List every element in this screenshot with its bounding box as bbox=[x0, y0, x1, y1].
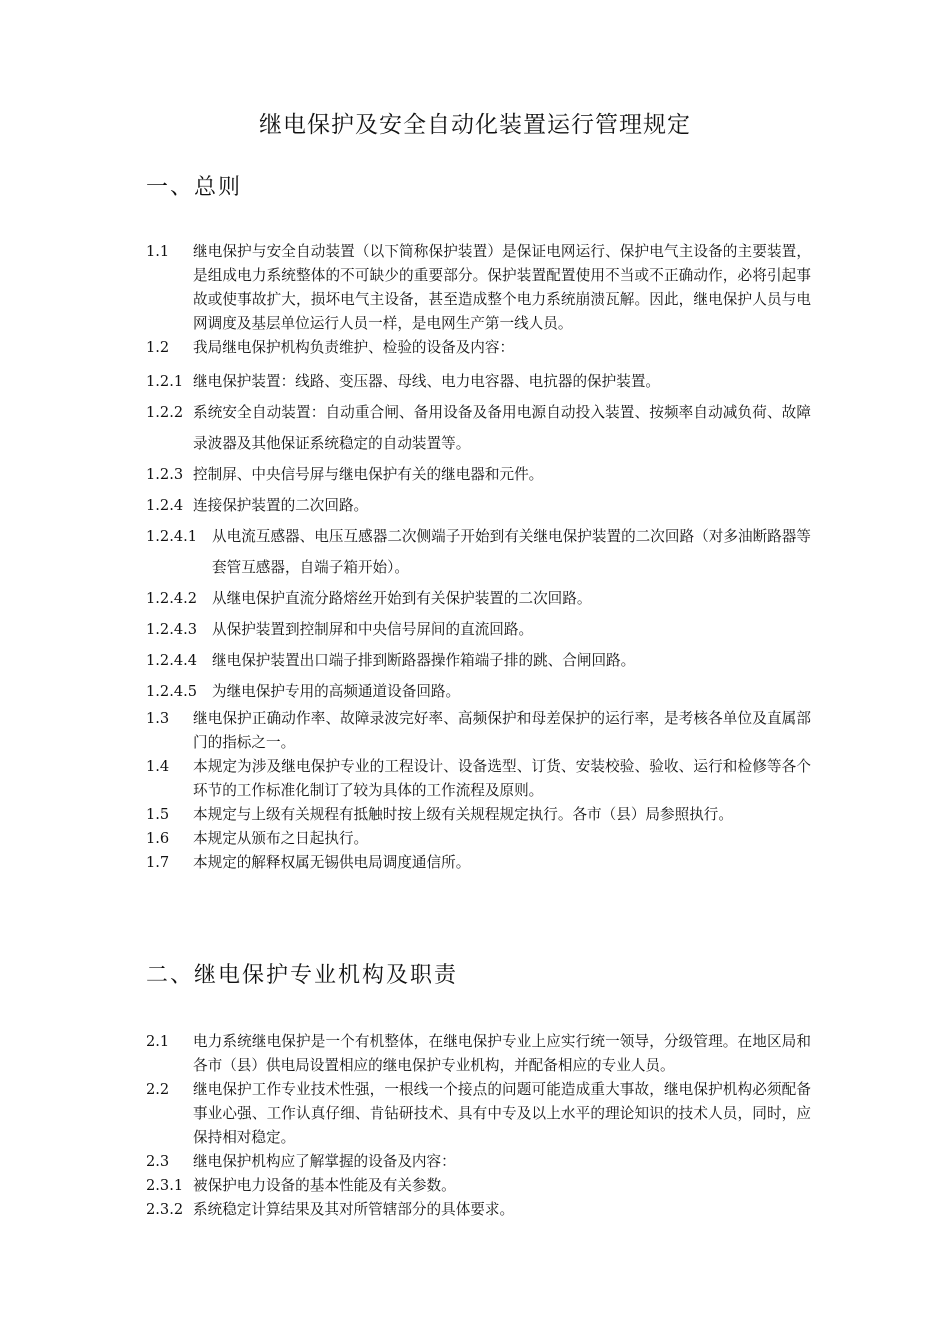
clause-1-2-3 bbox=[146, 459, 811, 490]
clause-text: 继电保护装置出口端子排到断路器操作箱端子排的跳、合闸回路。 bbox=[212, 652, 636, 669]
clause-number: 1.2.4 bbox=[146, 497, 184, 514]
section-heading-general: 一、总则 bbox=[146, 175, 243, 200]
clause-1-2-4-5 bbox=[146, 676, 811, 707]
clause-number: 1.3 bbox=[146, 710, 170, 727]
clause-text: 从电流互感器、电压互感器二次侧端子开始到有关继电保护装置的二次回路（对多油断路器等套管互感器，自端子箱开始）。 bbox=[212, 528, 811, 576]
clause-2-1 bbox=[146, 1030, 811, 1078]
clause-2-2 bbox=[146, 1078, 811, 1150]
clause-text: 控制屏、中央信号屏与继电保护有关的继电器和元件。 bbox=[193, 466, 544, 483]
clause-number: 1.7 bbox=[146, 854, 170, 871]
clause-1-3 bbox=[146, 707, 811, 755]
clause-number: 1.2.2 bbox=[146, 404, 184, 421]
clause-text: 系统稳定计算结果及其对所管辖部分的具体要求。 bbox=[193, 1201, 515, 1218]
clause-2-3-1 bbox=[146, 1174, 811, 1198]
clause-text: 继电保护与安全自动装置（以下简称保护装置）是保证电网运行、保护电气主设备的主要装置，是组成电力系统整体的不可缺少的重要部分。保护装置配置使用不当或不正确动作，必将引起事故或使事故扩大，损坏电气主设备，甚至造成整个电力系统崩溃瓦解。因此，继电保护人员与电网调度及基层单位运行人员一样，是电网生产第一线人员。 bbox=[193, 243, 811, 332]
clause-text: 继电保护工作专业技术性强，一根线一个接点的问题可能造成重大事故，继电保护机构必须配备事业心强、工作认真仔细、肯钻研技术、具有中专及以上水平的理论知识的技术人员，同时，应保持相对稳定。 bbox=[193, 1081, 811, 1146]
section-general-items bbox=[146, 240, 811, 875]
document-title: 继电保护及安全自动化装置运行管理规定 bbox=[259, 112, 691, 138]
clause-1-2-2 bbox=[146, 397, 811, 459]
section-heading-organization: 二、继电保护专业机构及职责 bbox=[146, 963, 459, 988]
clause-text: 本规定的解释权属无锡供电局调度通信所。 bbox=[193, 854, 471, 871]
clause-number: 1.6 bbox=[146, 830, 170, 847]
clause-number: 2.2 bbox=[146, 1081, 170, 1098]
clause-text: 本规定与上级有关规程有抵触时按上级有关规程规定执行。各市（县）局参照执行。 bbox=[193, 806, 733, 823]
clause-text: 为继电保护专用的高频通道设备回路。 bbox=[212, 683, 461, 700]
clause-number: 1.1 bbox=[146, 243, 170, 260]
clause-text: 我局继电保护机构负责维护、检验的设备及内容： bbox=[193, 339, 515, 356]
clause-2-3-2 bbox=[146, 1198, 811, 1222]
clause-text: 继电保护装置：线路、变压器、母线、电力电容器、电抗器的保护装置。 bbox=[193, 373, 661, 390]
clause-text: 电力系统继电保护是一个有机整体，在继电保护专业上应实行统一领导，分级管理。在地区局和各市（县）供电局设置相应的继电保护专业机构，并配备相应的专业人员。 bbox=[193, 1033, 811, 1074]
clause-2-3 bbox=[146, 1150, 811, 1174]
clause-1-5 bbox=[146, 803, 811, 827]
clause-1-6 bbox=[146, 827, 811, 851]
clause-1-2-4-4 bbox=[146, 645, 811, 676]
clause-1-1 bbox=[146, 240, 811, 336]
clause-number: 1.4 bbox=[146, 758, 170, 775]
clause-number: 1.2.4.5 bbox=[146, 683, 198, 700]
clause-number: 2.1 bbox=[146, 1033, 170, 1050]
section-organization-items bbox=[146, 1030, 811, 1222]
clause-text: 继电保护正确动作率、故障录波完好率、高频保护和母差保护的运行率，是考核各单位及直属部门的指标之一。 bbox=[193, 710, 811, 751]
clause-1-7 bbox=[146, 851, 811, 875]
clause-text: 连接保护装置的二次回路。 bbox=[193, 497, 369, 514]
clause-text: 从继电保护直流分路熔丝开始到有关保护装置的二次回路。 bbox=[212, 590, 592, 607]
clause-number: 1.2.4.2 bbox=[146, 590, 198, 607]
clause-number: 2.3.1 bbox=[146, 1177, 184, 1194]
clause-text: 从保护装置到控制屏和中央信号屏间的直流回路。 bbox=[212, 621, 534, 638]
clause-number: 1.2.1 bbox=[146, 373, 184, 390]
clause-number: 2.3.2 bbox=[146, 1201, 184, 1218]
clause-1-2-4 bbox=[146, 490, 811, 521]
clause-number: 1.2.4.1 bbox=[146, 528, 198, 545]
clause-1-2-4-1 bbox=[146, 521, 811, 583]
clause-text: 系统安全自动装置：自动重合闸、备用设备及备用电源自动投入装置、按频率自动减负荷、故障录波器及其他保证系统稳定的自动装置等。 bbox=[193, 404, 811, 452]
clause-text: 被保护电力设备的基本性能及有关参数。 bbox=[193, 1177, 456, 1194]
clause-number: 1.2.4.3 bbox=[146, 621, 198, 638]
clause-1-4 bbox=[146, 755, 811, 803]
clause-1-2-4-3 bbox=[146, 614, 811, 645]
clause-1-2 bbox=[146, 336, 811, 360]
clause-number: 1.2.4.4 bbox=[146, 652, 198, 669]
clause-1-2-1 bbox=[146, 366, 811, 397]
clause-text: 本规定从颁布之日起执行。 bbox=[193, 830, 369, 847]
clause-1-2-4-2 bbox=[146, 583, 811, 614]
clause-text: 本规定为涉及继电保护专业的工程设计、设备选型、订货、安装校验、验收、运行和检修等各个环节的工作标准化制订了较为具体的工作流程及原则。 bbox=[193, 758, 811, 799]
clause-number: 2.3 bbox=[146, 1153, 170, 1170]
clause-text: 继电保护机构应了解掌握的设备及内容： bbox=[193, 1153, 456, 1170]
clause-number: 1.5 bbox=[146, 806, 170, 823]
clause-number: 1.2 bbox=[146, 339, 170, 356]
clause-number: 1.2.3 bbox=[146, 466, 184, 483]
